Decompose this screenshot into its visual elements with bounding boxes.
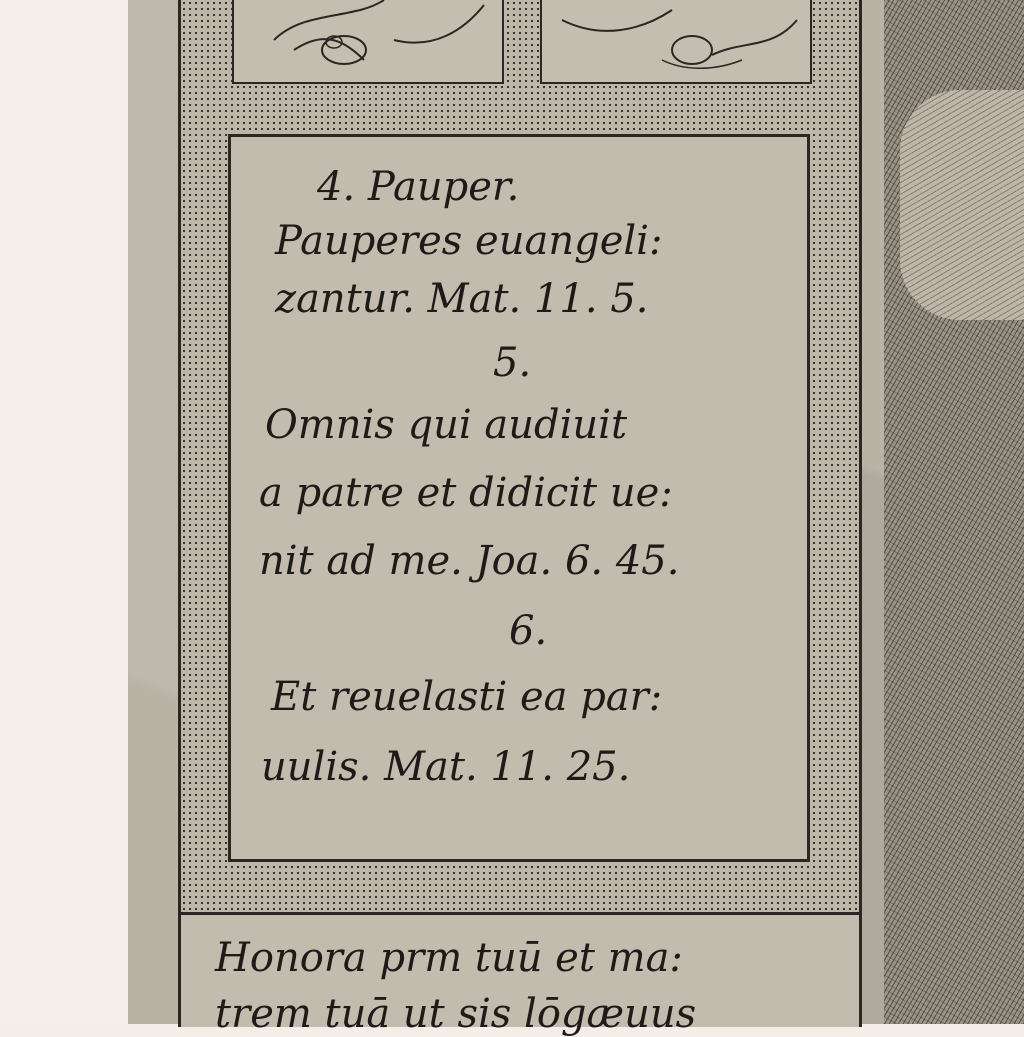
verse-line: Omnis qui audiuit <box>265 402 628 448</box>
ornament-panel-left <box>232 0 504 84</box>
bottom-verse-line: Honora prm tuū et ma: <box>215 935 683 981</box>
verse-line: 6. <box>509 608 548 654</box>
verse-line: 4. Pauper. <box>317 164 520 210</box>
verse-panel <box>228 134 810 862</box>
verse-line: Pauperes euangeli: <box>275 218 663 264</box>
verse-line: a patre et didicit ue: <box>259 470 673 516</box>
paper-margin <box>0 0 140 1024</box>
flower-ornament-icon <box>542 0 810 80</box>
engraving-highlight <box>900 90 1024 320</box>
ornament-panel-right <box>540 0 812 84</box>
flower-ornament-icon <box>234 0 502 80</box>
verse-line: nit ad me. Joa. 6. 45. <box>259 538 680 584</box>
verse-line: uulis. Mat. 11. 25. <box>261 744 631 790</box>
verse-line: zantur. Mat. 11. 5. <box>275 276 649 322</box>
bottom-verse-line: trem tuā ut sis lōgæuus <box>215 991 697 1037</box>
verse-line: Et reuelasti ea par: <box>271 674 663 720</box>
verse-line: 5. <box>493 340 532 386</box>
bottom-verse-panel <box>178 912 862 1037</box>
